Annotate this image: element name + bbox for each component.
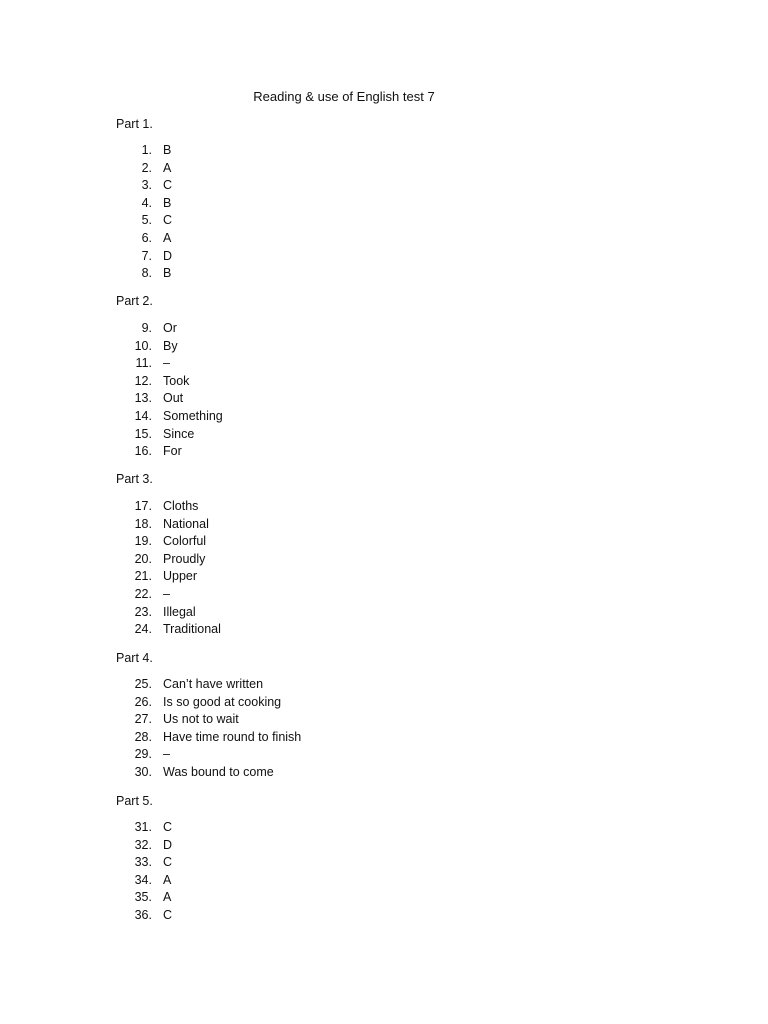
answer-text: Have time round to finish xyxy=(163,729,302,744)
question-number: 35. xyxy=(134,890,152,905)
question-number: 18. xyxy=(134,516,152,531)
question-number: 28. xyxy=(134,729,152,744)
question-number: 24. xyxy=(134,622,152,637)
answer-text: Since xyxy=(163,426,195,441)
question-number: 27. xyxy=(134,712,152,727)
answer-text: – xyxy=(163,356,170,371)
answer-text: A xyxy=(163,872,172,887)
answer-text: Proudly xyxy=(163,551,206,566)
question-number: 21. xyxy=(134,569,152,584)
answer-text: C xyxy=(163,178,173,193)
part-4-heading: Part 4. xyxy=(116,651,153,665)
question-number: 31. xyxy=(134,820,152,834)
question-number: 1. xyxy=(141,143,152,157)
answer-text: B xyxy=(163,143,172,157)
answer-text: C xyxy=(163,213,173,228)
answer-text: A xyxy=(163,230,172,245)
answer-text: Something xyxy=(163,408,223,423)
part-5-heading: Part 5. xyxy=(116,794,153,808)
question-number: 7. xyxy=(141,248,152,263)
question-number: 5. xyxy=(141,213,152,228)
question-number: 23. xyxy=(134,604,152,619)
answer-text: C xyxy=(163,907,173,922)
answer-text: Was bound to come xyxy=(163,764,274,779)
question-number: 3. xyxy=(141,178,152,193)
answer-text: D xyxy=(163,248,173,263)
answer-text: A xyxy=(163,160,172,175)
answer-text: For xyxy=(163,444,182,459)
answer-text: B xyxy=(163,195,172,210)
question-number: 10. xyxy=(134,338,152,353)
document-title: Reading & use of English test 7 xyxy=(253,89,435,104)
question-number: 9. xyxy=(141,321,152,335)
answer-text: Upper xyxy=(163,569,198,584)
answer-text: Us not to wait xyxy=(163,712,239,727)
answer-text: Is so good at cooking xyxy=(163,694,282,709)
question-number: 30. xyxy=(134,764,152,779)
answer-text: B xyxy=(163,266,172,281)
question-number: 17. xyxy=(134,499,152,513)
question-number: 33. xyxy=(134,855,152,870)
answer-text: National xyxy=(163,516,209,531)
question-number: 34. xyxy=(134,872,152,887)
question-number: 4. xyxy=(141,195,152,210)
answer-text: Cloths xyxy=(163,499,199,513)
part-1-heading: Part 1. xyxy=(116,117,153,131)
answer-text: Out xyxy=(163,391,184,406)
question-number: 29. xyxy=(134,747,152,762)
answer-text: Illegal xyxy=(163,604,196,619)
question-number: 6. xyxy=(141,230,152,245)
question-number: 11. xyxy=(135,356,152,371)
question-number: 8. xyxy=(141,266,152,281)
answer-text: A xyxy=(163,890,172,905)
answer-text: By xyxy=(163,338,178,353)
answer-text: Or xyxy=(163,321,177,335)
answer-text: – xyxy=(163,586,170,601)
question-number: 22. xyxy=(134,586,152,601)
question-number: 2. xyxy=(141,160,152,175)
answer-text: Colorful xyxy=(163,534,207,549)
question-number: 25. xyxy=(134,677,152,691)
part-3-heading: Part 3. xyxy=(116,472,153,486)
answer-text: C xyxy=(163,820,173,834)
question-number: 13. xyxy=(134,391,152,406)
answer-text: Took xyxy=(163,373,190,388)
question-number: 26. xyxy=(134,694,152,709)
answer-text: – xyxy=(163,747,170,762)
question-number: 20. xyxy=(134,551,152,566)
answer-text: C xyxy=(163,855,173,870)
question-number: 16. xyxy=(134,444,152,459)
answer-text: D xyxy=(163,837,173,852)
question-number: 32. xyxy=(134,837,152,852)
question-number: 14. xyxy=(134,408,152,423)
question-number: 36. xyxy=(134,907,152,922)
question-number: 12. xyxy=(134,373,152,388)
part-2-heading: Part 2. xyxy=(116,294,153,308)
question-number: 15. xyxy=(134,426,152,441)
answer-text: Can’t have written xyxy=(163,677,264,691)
question-number: 19. xyxy=(134,534,152,549)
answer-text: Traditional xyxy=(163,622,221,637)
